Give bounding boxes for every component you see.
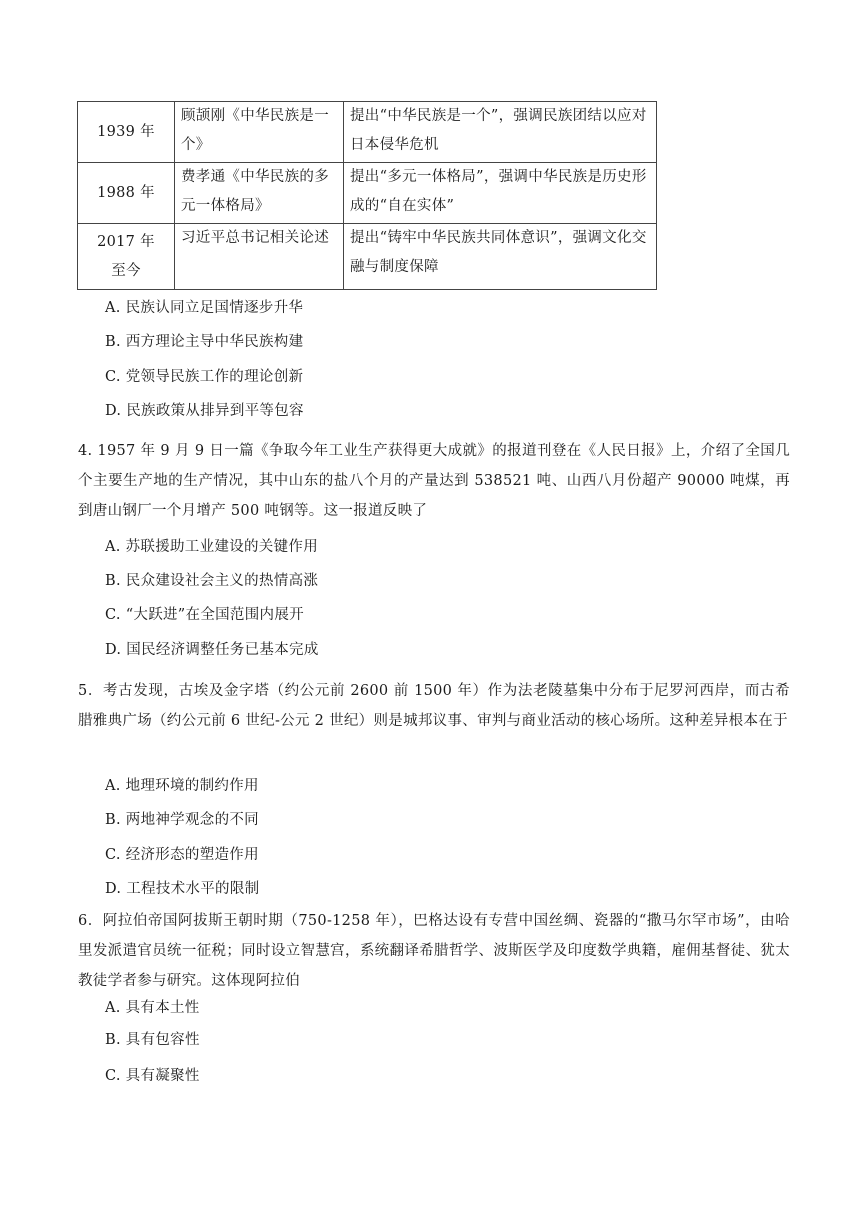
- table-cell-work: 习近平总书记相关论述: [175, 224, 344, 290]
- q3-option-d[interactable]: D. 民族政策从排异到平等包容: [105, 403, 304, 419]
- table-cell-desc: 提出“中华民族是一个”，强调民族团结以应对日本侵华危机: [344, 102, 657, 163]
- table-row: [78, 224, 657, 290]
- table-cell-desc: 提出“多元一体格局”，强调中华民族是历史形成的“自在实体”: [344, 163, 657, 224]
- q4-option-d[interactable]: D. 国民经济调整任务已基本完成: [105, 642, 319, 658]
- table-cell-year: 1988 年: [78, 163, 175, 224]
- q4-option-c[interactable]: C. “大跃进”在全国范围内展开: [105, 607, 304, 623]
- q3-option-b[interactable]: B. 西方理论主导中华民族构建: [105, 334, 304, 350]
- q4-option-a[interactable]: A. 苏联援助工业建设的关键作用: [105, 539, 318, 555]
- table-cell-year: 1939 年: [78, 102, 175, 163]
- q3-option-a[interactable]: A. 民族认同立足国情逐步升华: [105, 300, 304, 316]
- q5-stem: 5．考古发现，古埃及金字塔（约公元前 2600 前 1500 年）作为法老陵墓集中分布于尼罗河西岸，而古希腊雅典广场（约公元前 6 世纪-公元 2 世纪）则是城邦议事、审判与商业活动的核心场所。这种差异根本在于: [78, 683, 790, 729]
- table-cell-year: 2017 年至今: [78, 224, 175, 290]
- history-table: [77, 101, 657, 290]
- q5-option-a[interactable]: A. 地理环境的制约作用: [105, 778, 259, 794]
- table-row: [78, 102, 657, 163]
- q5-option-b[interactable]: B. 两地神学观念的不同: [105, 812, 259, 828]
- q4-option-b[interactable]: B. 民众建设社会主义的热情高涨: [105, 573, 319, 589]
- table-cell-work: 费孝通《中华民族的多元一体格局》: [175, 163, 344, 224]
- q6-stem: 6．阿拉伯帝国阿拔斯王朝时期（750-1258 年），巴格达设有专营中国丝绸、瓷器的“撒马尔罕市场”，由哈里发派遣官员统一征税；同时设立智慧宫，系统翻译希腊哲学、波斯医学及印度数学典籍，雇佣基督徒、犹太教徒学者参与研究。这体现阿拉伯: [78, 913, 790, 989]
- q6-option-c[interactable]: C. 具有凝聚性: [105, 1068, 200, 1084]
- q6-option-b[interactable]: B. 具有包容性: [105, 1032, 200, 1048]
- q5-option-c[interactable]: C. 经济形态的塑造作用: [105, 847, 259, 863]
- q3-option-c[interactable]: C. 党领导民族工作的理论创新: [105, 369, 304, 385]
- q4-stem: 4. 1957 年 9 月 9 日一篇《争取今年工业生产获得更大成就》的报道刊登在《人民日报》上，介绍了全国几个主要生产地的生产情况，其中山东的盐八个月的产量达到 538521 吨、山西八月份超产 90000 吨煤，再到唐山钢厂一个月增产 500 吨钢等。这一报道反映了: [78, 443, 790, 519]
- table-row: [78, 163, 657, 224]
- table-cell-desc: 提出“铸牢中华民族共同体意识”，强调文化交融与制度保障: [344, 224, 657, 290]
- q6-option-a[interactable]: A. 具有本土性: [105, 1000, 200, 1016]
- table-cell-work: 顾颉刚《中华民族是一个》: [175, 102, 344, 163]
- q5-option-d[interactable]: D. 工程技术水平的限制: [105, 881, 260, 897]
